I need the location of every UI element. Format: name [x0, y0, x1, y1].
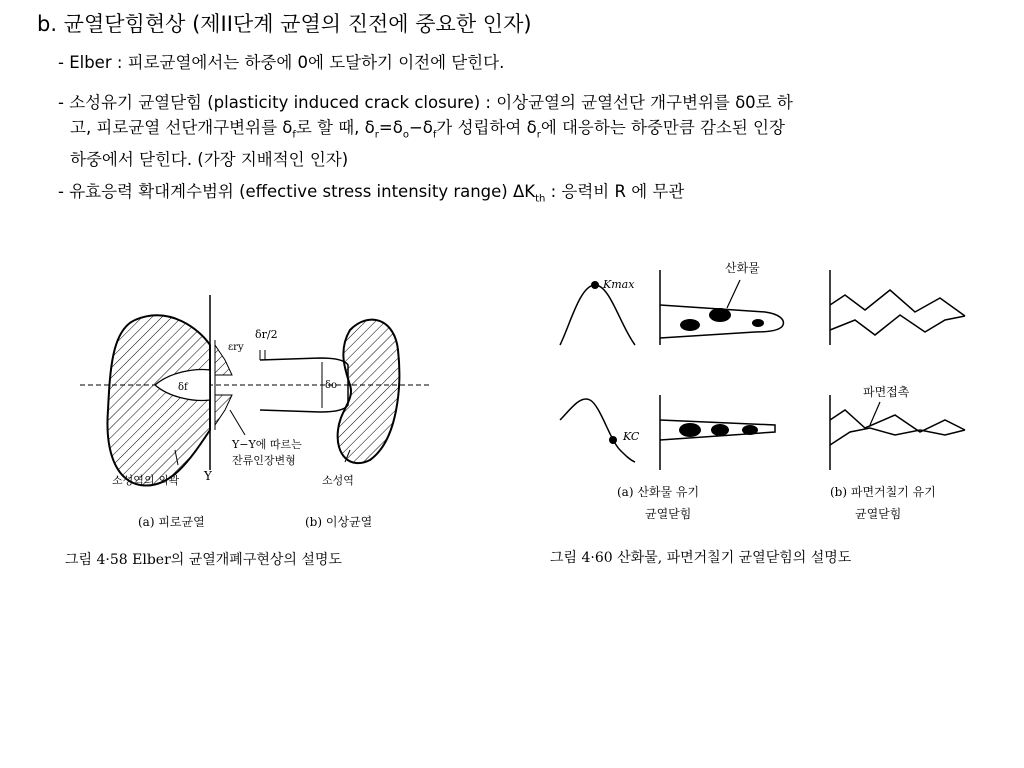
- figure-oxide-roughness-closure: [545, 250, 1005, 580]
- subcaption-a-right-1: (a) 산화물 유기: [617, 485, 700, 499]
- bullet-effective-range: - 유효응력 확대계수범위 (effective stress intensity range) $\Delta K_{th}$ : 응력비 R 에 무관: [58, 182, 685, 205]
- load-curve-kmax: [560, 285, 635, 345]
- plasticity-line-3: 하중에서 닫힌다. (가장 지배적인 인자): [70, 150, 349, 170]
- label-eps-ry: εry: [228, 342, 244, 353]
- label-kc: KC: [623, 430, 640, 443]
- slide-heading: b. 균열닫힘현상 (제II단계 균열의 진전에 중요한 인자): [37, 12, 532, 36]
- label-residual-1: Y−Y에 따르는: [232, 438, 302, 451]
- plasticity-line-1: - 소성유기 균열닫힘 (plasticity induced crack closure) : 이상균열의 균열선단 개구변위를 δ0로 하: [58, 93, 793, 112]
- label-kmax: Kmax: [603, 278, 635, 291]
- bullet-plasticity-closure: [58, 90, 1018, 172]
- crack-rough-lower: [830, 315, 965, 335]
- label-plastic-outline: 소성역의 외곽: [112, 474, 180, 487]
- subcaption-b-right-2: 균열닫힘: [855, 507, 902, 521]
- oxide-particle: [711, 424, 729, 436]
- oxide-particle: [752, 319, 764, 327]
- plastic-zone-ideal: [338, 320, 400, 464]
- subcaption-a-left: (a) 피로균열: [138, 515, 205, 529]
- label-delta-f: δf: [178, 382, 188, 393]
- label-delta-o: δo: [325, 380, 338, 391]
- crack-rough-upper-closed: [830, 410, 965, 432]
- oxide-particle: [680, 319, 700, 331]
- caption-right: 그림 4·60 산화물, 파면거칠기 균열닫힘의 설명도: [550, 550, 852, 566]
- figure-elber-crack-closure: [60, 290, 450, 580]
- oxide-particle: [709, 308, 731, 322]
- label-oxide: 산화물: [725, 261, 760, 275]
- residual-strain-lower: [215, 395, 232, 425]
- subcaption-a-right-2: 균열닫힘: [645, 507, 692, 521]
- oxide-particle: [742, 425, 758, 435]
- caption-left: 그림 4·58 Elber의 균열개폐구현상의 설명도: [65, 552, 342, 568]
- oxide-roughness-diagram: [545, 250, 1005, 580]
- elber-diagram: [60, 290, 450, 580]
- crack-rough-lower-closed: [830, 428, 965, 445]
- kmax-point: [591, 281, 599, 289]
- oxide-particle: [679, 423, 701, 437]
- label-plastic-zone: 소성역: [322, 474, 354, 487]
- crack-rough-upper: [830, 290, 965, 316]
- plasticity-line-2: 고, 피로균열 선단개구변위를 $\delta_f$로 할 때, $\delta_r=\delta_o-\delta_f$가 성립하여 $\delta_r$에 대응하는 하중만큼 감소된 인장: [70, 118, 785, 141]
- leader-oxide: [727, 280, 740, 308]
- kc-point: [609, 436, 617, 444]
- bullet-elber: - Elber : 피로균열에서는 하중에 0에 도달하기 이전에 닫힌다.: [58, 53, 505, 72]
- label-residual-2: 잔류인장변형: [232, 454, 296, 467]
- label-contact: 파면접촉: [863, 385, 910, 399]
- subcaption-b-left: (b) 이상균열: [305, 515, 373, 529]
- leader-residual: [230, 410, 245, 435]
- label-delta-r-half: δr/2: [255, 328, 278, 341]
- label-y: Y: [204, 469, 212, 483]
- subcaption-b-right-1: (b) 파면거칠기 유기: [830, 485, 936, 499]
